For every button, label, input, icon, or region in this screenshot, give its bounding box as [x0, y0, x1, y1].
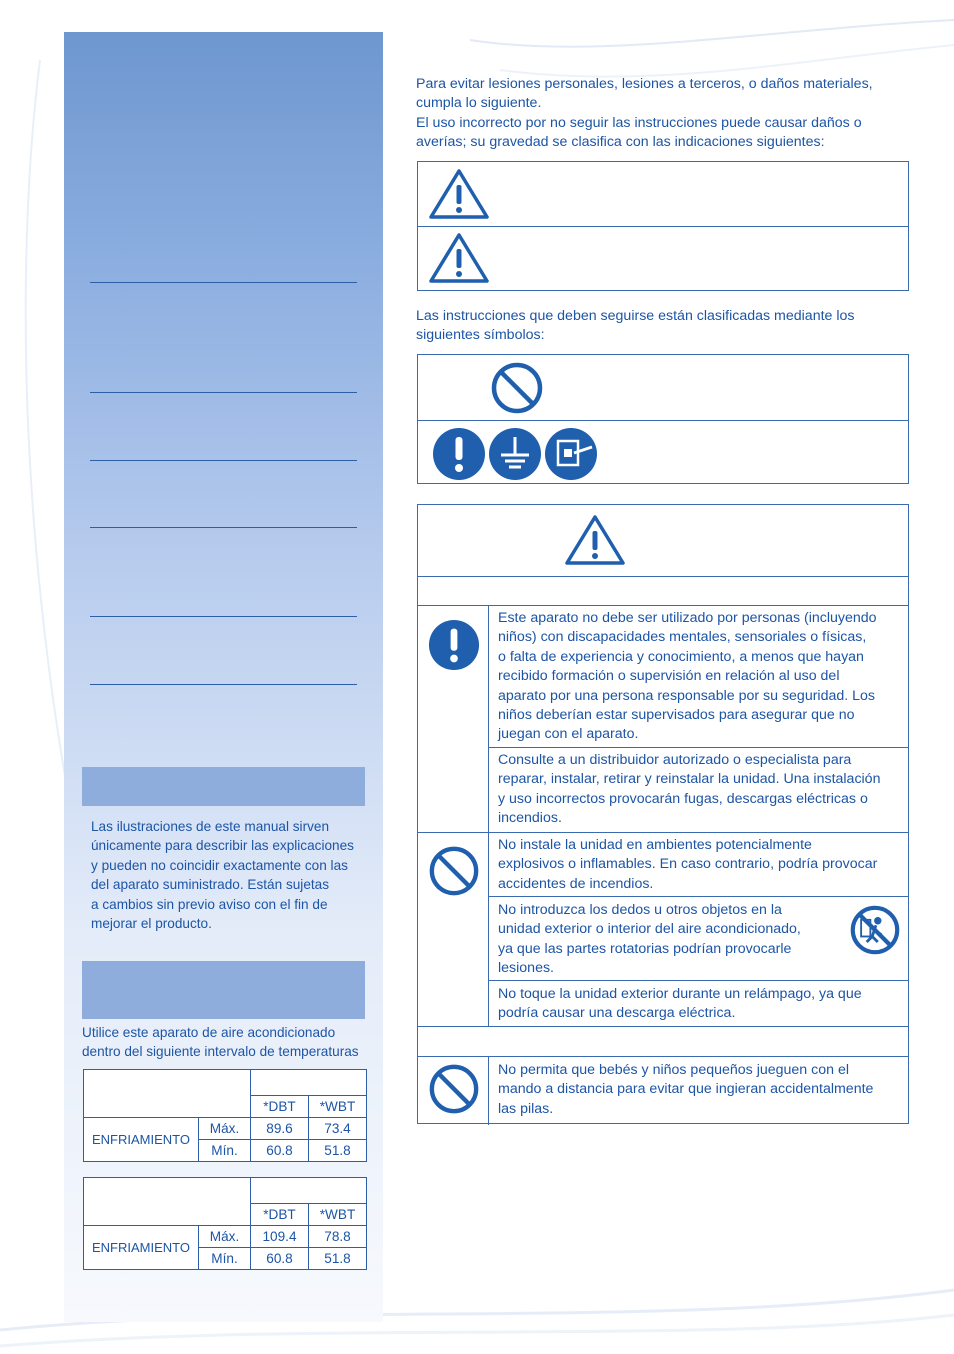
min-wbt-value: 51.8 [309, 1248, 367, 1270]
intro-paragraph [416, 75, 873, 153]
usage-header [82, 961, 365, 1019]
symbols-intro [416, 307, 855, 346]
note-line: únicamente para describir las explicaciones [91, 838, 354, 854]
warning-triangle-icon [428, 168, 490, 220]
usage-note [82, 1023, 359, 1062]
mode-label: ENFRIAMIENTO [84, 1226, 199, 1270]
prohibition-icon [428, 845, 480, 897]
warning-item: No toque la unidad exterior durante un relámpago, ya que podría causar una descarga eléctrica. [498, 986, 862, 1022]
max-label: Máx. [199, 1118, 251, 1140]
column-header-dbt: *DBT [251, 1096, 309, 1118]
symbols-box [417, 354, 909, 484]
column-header-dbt: *DBT [251, 1204, 309, 1226]
note-line: mejorar el producto. [91, 916, 212, 932]
illustration-note [91, 817, 354, 933]
note-line: a cambios sin previo aviso con el fin de [91, 896, 328, 912]
intro-line: averías; su gravedad se clasifica con las indicaciones siguientes: [416, 134, 825, 151]
mandatory-exclamation-icon [428, 619, 480, 671]
max-wbt-value: 78.8 [309, 1226, 367, 1248]
warning-item: Este aparato no debe ser utilizado por personas (incluyendo niños) con discapacidades mentales, sensoriales o físicas, o falta de experiencia y conocimiento, a menos que hayan recibido formación o supervisión en relación al uso del aparato por una persona responsable por su seguridad. Los niños deberían estar supervisados para asegurar que no juegan con el aparato. [498, 610, 877, 743]
intro-line: Para evitar lesiones personales, lesiones a terceros, o daños materiales, [416, 76, 873, 92]
sidebar-divider [90, 460, 357, 461]
column-header-wbt: *WBT [309, 1204, 367, 1226]
max-dbt-value: 109.4 [251, 1226, 309, 1248]
warnings-box [417, 504, 909, 1124]
prohibition-icon [428, 1063, 480, 1115]
intro-line: cumpla lo siguiente. [416, 95, 542, 112]
mandatory-exclamation-icon [432, 427, 486, 481]
temperature-table-1 [83, 1069, 367, 1162]
min-label: Mín. [199, 1140, 251, 1162]
note-line: dentro del siguiente intervalo de temperaturas [82, 1044, 359, 1060]
sidebar-divider [90, 392, 357, 393]
min-wbt-value: 51.8 [309, 1140, 367, 1162]
prohibition-icon [490, 361, 544, 415]
max-wbt-value: 73.4 [309, 1118, 367, 1140]
warning-item: No instale la unidad en ambientes potencialmente explosivos o inflamables. En caso contrario, podría provocar accidentes de incendios. [498, 837, 878, 892]
sidebar-divider [90, 684, 357, 685]
intro-line: El uso incorrecto por no seguir las instrucciones puede causar daños o [416, 114, 862, 131]
note-line: Las ilustraciones de este manual sirven [91, 819, 330, 834]
warning-item: Consulte a un distribuidor autorizado o especialista para reparar, instalar, retirar y reinstalar la unidad. Una instalación y uso incorrectos provocarán fugas, descargas eléctricas o incendios. [498, 752, 881, 827]
unplug-icon [544, 427, 598, 481]
sidebar-divider [90, 527, 357, 528]
intro-line: siguientes símbolos: [416, 327, 545, 344]
note-line: Utilice este aparato de aire acondicionado [82, 1025, 336, 1040]
sidebar-divider [90, 282, 357, 283]
no-fingers-icon [850, 905, 900, 955]
warning-triangle-icon [428, 232, 490, 284]
intro-line: Las instrucciones que deben seguirse están clasificadas mediante los [416, 308, 855, 324]
warning-triangle-icon [564, 514, 626, 566]
max-dbt-value: 89.6 [251, 1118, 309, 1140]
min-dbt-value: 60.8 [251, 1140, 309, 1162]
min-label: Mín. [199, 1248, 251, 1270]
mode-label: ENFRIAMIENTO [84, 1118, 199, 1162]
max-label: Máx. [199, 1226, 251, 1248]
column-header-wbt: *WBT [309, 1096, 367, 1118]
illustration-note-header [82, 767, 365, 806]
note-line: del aparato suministrado. Están sujetas [91, 877, 330, 893]
min-dbt-value: 60.8 [251, 1248, 309, 1270]
earth-ground-icon [488, 427, 542, 481]
sidebar-divider [90, 616, 357, 617]
severity-box [417, 161, 909, 291]
temperature-table-2 [83, 1177, 367, 1270]
note-line: y pueden no coincidir exactamente con las [91, 857, 348, 873]
warning-item: No permita que bebés y niños pequeños jueguen con el mando a distancia para evitar que ingieran accidentalmente las pilas. [498, 1062, 874, 1117]
warning-item: No introduzca los dedos u otros objetos en la unidad exterior o interior del aire acondicionado, ya que las partes rotatorias podrían provocarle lesiones. [498, 902, 801, 977]
